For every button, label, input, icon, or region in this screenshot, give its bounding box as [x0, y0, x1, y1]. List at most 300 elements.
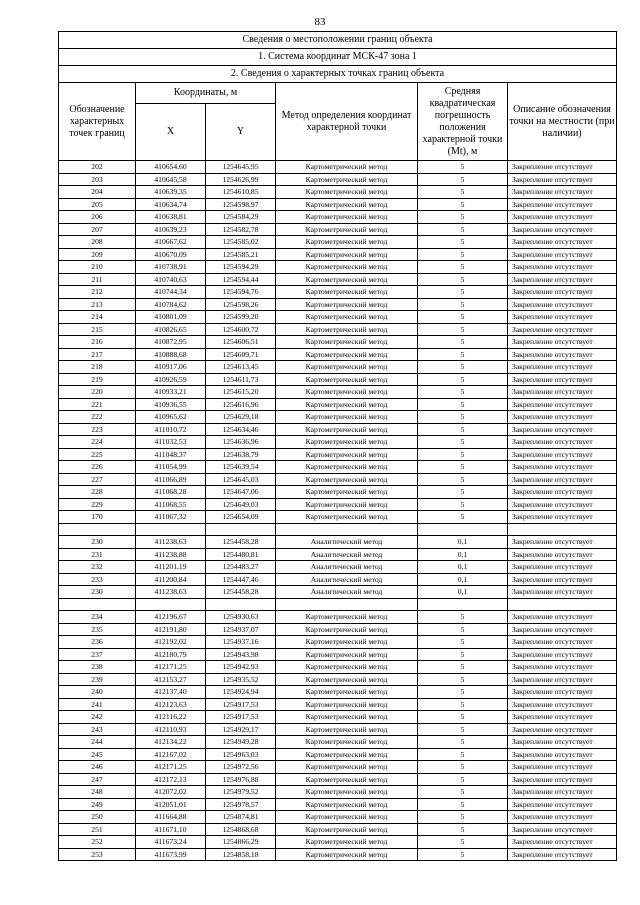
point-id-cell: 223 — [59, 423, 136, 436]
y-coord-cell: 1254942,93 — [206, 661, 276, 674]
y-coord-cell: 1254616,96 — [206, 398, 276, 411]
table-row — [59, 236, 617, 249]
y-coord-cell: 1254584,29 — [206, 211, 276, 224]
coordinate-system: 1. Система координат МСК-47 зона 1 — [59, 49, 617, 66]
description-cell: Закрепление отсутствует — [508, 648, 617, 661]
x-coord-cell: 411032,53 — [136, 436, 206, 449]
method-cell: Картометрический метод — [276, 336, 418, 349]
description-cell: Закрепление отсутствует — [508, 361, 617, 374]
method-cell: Картометрический метод — [276, 736, 418, 749]
table-row — [59, 373, 617, 386]
point-id-cell: 222 — [59, 411, 136, 424]
x-coord-cell: 410670,09 — [136, 248, 206, 261]
table-row — [59, 161, 617, 174]
point-id-cell: 253 — [59, 848, 136, 861]
x-coord-cell: 410645,58 — [136, 173, 206, 186]
method-cell: Картометрический метод — [276, 348, 418, 361]
x-coord-cell: 412196,67 — [136, 611, 206, 624]
point-id-cell: 207 — [59, 223, 136, 236]
error-cell: 5 — [418, 223, 508, 236]
table-row — [59, 761, 617, 774]
method-cell: Картометрический метод — [276, 211, 418, 224]
description-cell: Закрепление отсутствует — [508, 773, 617, 786]
description-cell: Закрепление отсутствует — [508, 611, 617, 624]
point-id-cell: 232 — [59, 561, 136, 574]
table-row — [59, 186, 617, 199]
point-id-cell: 246 — [59, 761, 136, 774]
error-cell: 0,1 — [418, 548, 508, 561]
y-coord-cell: 1254866,29 — [206, 836, 276, 849]
table-row — [59, 723, 617, 736]
y-coord-cell: 1254937,16 — [206, 636, 276, 649]
y-coord-cell: 1254943,98 — [206, 648, 276, 661]
table-row — [59, 561, 617, 574]
method-cell: Картометрический метод — [276, 511, 418, 524]
y-coord-cell: 1254585,02 — [206, 236, 276, 249]
method-cell: Картометрический метод — [276, 848, 418, 861]
method-cell: Картометрический метод — [276, 698, 418, 711]
description-cell: Закрепление отсутствует — [508, 261, 617, 274]
error-cell: 0,1 — [418, 536, 508, 549]
description-cell: Закрепление отсутствует — [508, 348, 617, 361]
point-id-cell: 211 — [59, 273, 136, 286]
method-cell: Картометрический метод — [276, 673, 418, 686]
error-cell: 5 — [418, 686, 508, 699]
x-coord-cell: 412072,02 — [136, 786, 206, 799]
error-cell: 5 — [418, 461, 508, 474]
y-coord-cell: 1254613,45 — [206, 361, 276, 374]
error-cell: 5 — [418, 848, 508, 861]
table-row — [59, 436, 617, 449]
y-coord-cell: 1254937,07 — [206, 623, 276, 636]
method-cell: Картометрический метод — [276, 223, 418, 236]
point-id-cell: 209 — [59, 248, 136, 261]
y-coord-cell — [206, 598, 276, 611]
table-row — [59, 273, 617, 286]
table-row — [59, 823, 617, 836]
point-id-cell: 230 — [59, 586, 136, 599]
point-id-cell: 240 — [59, 686, 136, 699]
x-coord-cell: 410965,62 — [136, 411, 206, 424]
x-coord-cell: 411010,72 — [136, 423, 206, 436]
x-coord-cell: 411068,55 — [136, 498, 206, 511]
x-coord-cell: 411054,99 — [136, 461, 206, 474]
method-cell: Картометрический метод — [276, 636, 418, 649]
table-row — [59, 848, 617, 861]
point-id-cell: 205 — [59, 198, 136, 211]
method-cell: Картометрический метод — [276, 373, 418, 386]
description-cell: Закрепление отсутствует — [508, 673, 617, 686]
x-coord-cell: 410667,62 — [136, 236, 206, 249]
error-cell: 5 — [418, 698, 508, 711]
description-cell: Закрепление отсутствует — [508, 573, 617, 586]
table-row — [59, 261, 617, 274]
point-id-cell: 225 — [59, 448, 136, 461]
description-cell: Закрепление отсутствует — [508, 173, 617, 186]
y-coord-cell: 1254649,03 — [206, 498, 276, 511]
description-cell — [508, 523, 617, 536]
description-cell: Закрепление отсутствует — [508, 448, 617, 461]
description-cell: Закрепление отсутствует — [508, 811, 617, 824]
x-coord-cell: 412051,01 — [136, 798, 206, 811]
table-row — [59, 673, 617, 686]
description-cell — [508, 598, 617, 611]
y-coord-cell: 1254930,63 — [206, 611, 276, 624]
y-coord-cell: 1254594,44 — [206, 273, 276, 286]
error-cell: 5 — [418, 198, 508, 211]
point-id-cell: 233 — [59, 573, 136, 586]
method-cell: Картометрический метод — [276, 486, 418, 499]
point-id-cell: 206 — [59, 211, 136, 224]
y-coord-cell: 1254639,54 — [206, 461, 276, 474]
description-cell: Закрепление отсутствует — [508, 561, 617, 574]
x-coord-cell: 410784,62 — [136, 298, 206, 311]
error-cell: 5 — [418, 498, 508, 511]
method-cell: Картометрический метод — [276, 686, 418, 699]
col-header-y: Y — [206, 104, 276, 161]
y-coord-cell: 1254598,26 — [206, 298, 276, 311]
method-cell: Картометрический метод — [276, 248, 418, 261]
method-cell: Картометрический метод — [276, 386, 418, 399]
y-coord-cell: 1254645,03 — [206, 473, 276, 486]
point-id-cell: 237 — [59, 648, 136, 661]
table-row — [59, 648, 617, 661]
point-id-cell: 213 — [59, 298, 136, 311]
y-coord-cell: 1254636,96 — [206, 436, 276, 449]
col-header-error: Средняя квадратическая погрешность положения характерной точки (Mt), м — [418, 83, 508, 161]
x-coord-cell: 412167,02 — [136, 748, 206, 761]
y-coord-cell: 1254979,52 — [206, 786, 276, 799]
method-cell: Картометрический метод — [276, 173, 418, 186]
description-cell: Закрепление отсутствует — [508, 536, 617, 549]
description-cell: Закрепление отсутствует — [508, 748, 617, 761]
y-coord-cell: 1254594,76 — [206, 286, 276, 299]
x-coord-cell: 411671,10 — [136, 823, 206, 836]
method-cell: Картометрический метод — [276, 311, 418, 324]
x-coord-cell: 410917,06 — [136, 361, 206, 374]
description-cell: Закрепление отсутствует — [508, 411, 617, 424]
error-cell: 5 — [418, 361, 508, 374]
x-coord-cell: 412171,25 — [136, 661, 206, 674]
point-id-cell: 203 — [59, 173, 136, 186]
point-id-cell: 227 — [59, 473, 136, 486]
method-cell: Картометрический метод — [276, 773, 418, 786]
point-id-cell: 250 — [59, 811, 136, 824]
error-cell: 5 — [418, 786, 508, 799]
point-id-cell: 224 — [59, 436, 136, 449]
error-cell: 0,1 — [418, 573, 508, 586]
table-row — [59, 336, 617, 349]
table-row — [59, 573, 617, 586]
table-row — [59, 461, 617, 474]
method-cell — [276, 598, 418, 611]
point-id-cell: 245 — [59, 748, 136, 761]
y-coord-cell: 1254868,68 — [206, 823, 276, 836]
y-coord-cell: 1254924,94 — [206, 686, 276, 699]
y-coord-cell: 1254609,71 — [206, 348, 276, 361]
point-id-cell: 218 — [59, 361, 136, 374]
y-coord-cell: 1254634,46 — [206, 423, 276, 436]
x-coord-cell: 412171,25 — [136, 761, 206, 774]
description-cell: Закрепление отсутствует — [508, 848, 617, 861]
method-cell: Картометрический метод — [276, 273, 418, 286]
error-cell: 5 — [418, 736, 508, 749]
description-cell: Закрепление отсутствует — [508, 686, 617, 699]
description-cell: Закрепление отсутствует — [508, 723, 617, 736]
point-id-cell: 251 — [59, 823, 136, 836]
table-row — [59, 411, 617, 424]
table-row — [59, 711, 617, 724]
table-row — [59, 698, 617, 711]
description-cell: Закрепление отсутствует — [508, 323, 617, 336]
y-coord-cell: 1254598,97 — [206, 198, 276, 211]
description-cell: Закрепление отсутствует — [508, 161, 617, 174]
x-coord-cell: 412123,63 — [136, 698, 206, 711]
table-row — [59, 586, 617, 599]
table-row — [59, 498, 617, 511]
table-row — [59, 198, 617, 211]
x-coord-cell — [136, 598, 206, 611]
error-cell: 5 — [418, 323, 508, 336]
table-row — [59, 661, 617, 674]
table-row — [59, 773, 617, 786]
error-cell: 5 — [418, 236, 508, 249]
x-coord-cell: 411664,88 — [136, 811, 206, 824]
table-row — [59, 798, 617, 811]
x-coord-cell: 412110,93 — [136, 723, 206, 736]
y-coord-cell: 1254976,88 — [206, 773, 276, 786]
x-coord-cell: 410639,23 — [136, 223, 206, 236]
method-cell: Аналитический метод — [276, 536, 418, 549]
table-row — [59, 511, 617, 524]
description-cell: Закрепление отсутствует — [508, 548, 617, 561]
description-cell: Закрепление отсутствует — [508, 248, 617, 261]
error-cell: 5 — [418, 261, 508, 274]
error-cell: 5 — [418, 248, 508, 261]
point-id-cell: 204 — [59, 186, 136, 199]
y-coord-cell: 1254929,17 — [206, 723, 276, 736]
table-row — [59, 223, 617, 236]
x-coord-cell: 411066,89 — [136, 473, 206, 486]
col-header-point: Обозначение характерных точек границ — [59, 83, 136, 161]
error-cell: 5 — [418, 661, 508, 674]
point-id-cell: 226 — [59, 461, 136, 474]
x-coord-cell: 410801,09 — [136, 311, 206, 324]
error-cell: 5 — [418, 486, 508, 499]
x-coord-cell: 412134,22 — [136, 736, 206, 749]
description-cell: Закрепление отсутствует — [508, 661, 617, 674]
table-row — [59, 473, 617, 486]
error-cell: 0,1 — [418, 586, 508, 599]
description-cell: Закрепление отсутствует — [508, 298, 617, 311]
method-cell: Картометрический метод — [276, 161, 418, 174]
description-cell: Закрепление отсутствует — [508, 273, 617, 286]
x-coord-cell: 411673,99 — [136, 848, 206, 861]
table-row — [59, 286, 617, 299]
table-row — [59, 598, 617, 611]
point-id-cell: 219 — [59, 373, 136, 386]
description-cell: Закрепление отсутствует — [508, 398, 617, 411]
description-cell: Закрепление отсутствует — [508, 473, 617, 486]
error-cell: 5 — [418, 823, 508, 836]
table-row — [59, 786, 617, 799]
x-coord-cell: 412116,22 — [136, 711, 206, 724]
method-cell: Картометрический метод — [276, 286, 418, 299]
method-cell: Картометрический метод — [276, 761, 418, 774]
point-id-cell: 243 — [59, 723, 136, 736]
error-cell: 5 — [418, 173, 508, 186]
x-coord-cell: 410933,21 — [136, 386, 206, 399]
error-cell: 5 — [418, 761, 508, 774]
error-cell: 5 — [418, 161, 508, 174]
y-coord-cell: 1254626,99 — [206, 173, 276, 186]
point-id-cell: 208 — [59, 236, 136, 249]
method-cell — [276, 523, 418, 536]
table-row — [59, 211, 617, 224]
point-id-cell: 202 — [59, 161, 136, 174]
table-row — [59, 636, 617, 649]
table-row — [59, 686, 617, 699]
table-title: Сведения о местоположении границ объекта — [59, 32, 617, 49]
y-coord-cell: 1254447,46 — [206, 573, 276, 586]
y-coord-cell: 1254978,57 — [206, 798, 276, 811]
y-coord-cell: 1254582,78 — [206, 223, 276, 236]
method-cell: Аналитический метод — [276, 573, 418, 586]
error-cell: 5 — [418, 186, 508, 199]
method-cell: Картометрический метод — [276, 361, 418, 374]
method-cell: Картометрический метод — [276, 823, 418, 836]
description-cell: Закрепление отсутствует — [508, 223, 617, 236]
method-cell: Картометрический метод — [276, 423, 418, 436]
point-id-cell: 252 — [59, 836, 136, 849]
y-coord-cell: 1254917,53 — [206, 711, 276, 724]
error-cell: 5 — [418, 298, 508, 311]
error-cell: 0,1 — [418, 561, 508, 574]
point-id-cell: 235 — [59, 623, 136, 636]
x-coord-cell: 410740,63 — [136, 273, 206, 286]
col-header-description: Описание обозначения точки на местности (при наличии) — [508, 83, 617, 161]
x-coord-cell: 412192,02 — [136, 636, 206, 649]
method-cell: Аналитический метод — [276, 586, 418, 599]
table-row — [59, 611, 617, 624]
method-cell: Картометрический метод — [276, 623, 418, 636]
x-coord-cell: 411200,84 — [136, 573, 206, 586]
description-cell: Закрепление отсутствует — [508, 211, 617, 224]
x-coord-cell: 411067,32 — [136, 511, 206, 524]
x-coord-cell: 412172,13 — [136, 773, 206, 786]
table-row — [59, 836, 617, 849]
y-coord-cell — [206, 523, 276, 536]
x-coord-cell — [136, 523, 206, 536]
x-coord-cell: 410738,91 — [136, 261, 206, 274]
error-cell: 5 — [418, 436, 508, 449]
section-title: 2. Сведения о характерных точках границ объекта — [59, 66, 617, 83]
y-coord-cell: 1254963,03 — [206, 748, 276, 761]
y-coord-cell: 1254594,29 — [206, 261, 276, 274]
error-cell: 5 — [418, 348, 508, 361]
method-cell: Картометрический метод — [276, 711, 418, 724]
method-cell: Картометрический метод — [276, 461, 418, 474]
method-cell: Картометрический метод — [276, 748, 418, 761]
description-cell: Закрепление отсутствует — [508, 461, 617, 474]
description-cell: Закрепление отсутствует — [508, 486, 617, 499]
table-row — [59, 423, 617, 436]
method-cell: Картометрический метод — [276, 186, 418, 199]
method-cell: Картометрический метод — [276, 723, 418, 736]
x-coord-cell: 410639,35 — [136, 186, 206, 199]
col-header-x: X — [136, 104, 206, 161]
description-cell: Закрепление отсутствует — [508, 623, 617, 636]
error-cell: 5 — [418, 336, 508, 349]
error-cell — [418, 523, 508, 536]
description-cell: Закрепление отсутствует — [508, 436, 617, 449]
table-row — [59, 536, 617, 549]
method-cell: Картометрический метод — [276, 261, 418, 274]
y-coord-cell: 1254935,52 — [206, 673, 276, 686]
description-cell: Закрепление отсутствует — [508, 186, 617, 199]
x-coord-cell: 410826,65 — [136, 323, 206, 336]
x-coord-cell: 410926,59 — [136, 373, 206, 386]
method-cell: Картометрический метод — [276, 398, 418, 411]
method-cell: Картометрический метод — [276, 611, 418, 624]
error-cell: 5 — [418, 211, 508, 224]
error-cell: 5 — [418, 273, 508, 286]
error-cell: 5 — [418, 723, 508, 736]
error-cell: 5 — [418, 811, 508, 824]
y-coord-cell: 1254483,27 — [206, 561, 276, 574]
y-coord-cell: 1254638,79 — [206, 448, 276, 461]
description-cell: Закрепление отсутствует — [508, 198, 617, 211]
y-coord-cell: 1254874,81 — [206, 811, 276, 824]
x-coord-cell: 411048,37 — [136, 448, 206, 461]
description-cell: Закрепление отсутствует — [508, 836, 617, 849]
method-cell: Картометрический метод — [276, 236, 418, 249]
description-cell: Закрепление отсутствует — [508, 236, 617, 249]
error-cell — [418, 598, 508, 611]
point-id-cell: 216 — [59, 336, 136, 349]
point-id-cell: 236 — [59, 636, 136, 649]
description-cell: Закрепление отсутствует — [508, 386, 617, 399]
point-id-cell: 228 — [59, 486, 136, 499]
y-coord-cell: 1254949,28 — [206, 736, 276, 749]
method-cell: Картометрический метод — [276, 473, 418, 486]
description-cell: Закрепление отсутствует — [508, 698, 617, 711]
error-cell: 5 — [418, 411, 508, 424]
y-coord-cell: 1254917,53 — [206, 698, 276, 711]
error-cell: 5 — [418, 773, 508, 786]
method-cell: Картометрический метод — [276, 786, 418, 799]
table-row — [59, 748, 617, 761]
y-coord-cell: 1254645,95 — [206, 161, 276, 174]
description-cell: Закрепление отсутствует — [508, 736, 617, 749]
error-cell: 5 — [418, 798, 508, 811]
page-number: 83 — [314, 16, 326, 28]
table-row — [59, 361, 617, 374]
col-header-method: Метод определения координат характерной точки — [276, 83, 418, 161]
table-row — [59, 398, 617, 411]
description-cell: Закрепление отсутствует — [508, 786, 617, 799]
y-coord-cell: 1254629,18 — [206, 411, 276, 424]
error-cell: 5 — [418, 473, 508, 486]
x-coord-cell: 411238,88 — [136, 548, 206, 561]
description-cell: Закрепление отсутствует — [508, 511, 617, 524]
y-coord-cell: 1254615,20 — [206, 386, 276, 399]
error-cell: 5 — [418, 673, 508, 686]
description-cell: Закрепление отсутствует — [508, 586, 617, 599]
x-coord-cell: 410888,68 — [136, 348, 206, 361]
point-id-cell: 220 — [59, 386, 136, 399]
description-cell: Закрепление отсутствует — [508, 311, 617, 324]
